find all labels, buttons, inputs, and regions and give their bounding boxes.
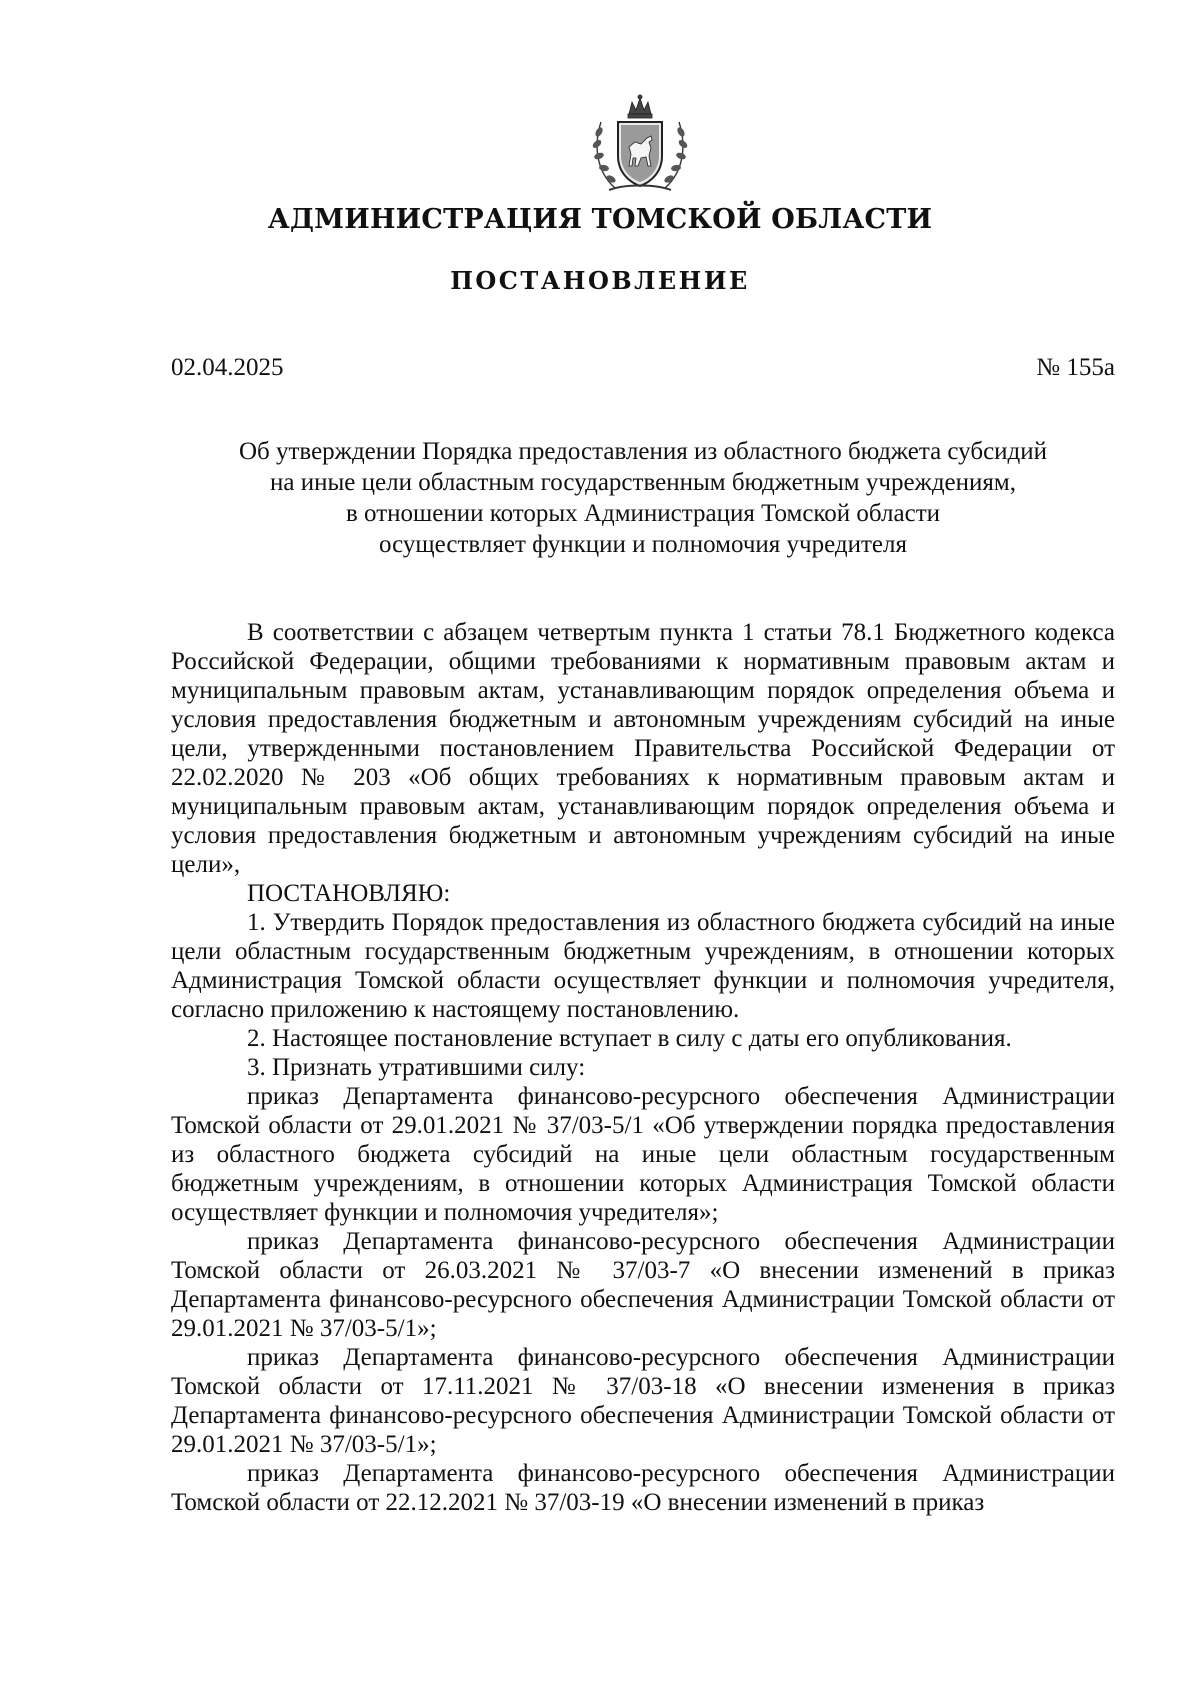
document-type-title: ПОСТАНОВЛЕНИЕ [450,266,750,295]
body-paragraph: приказ Департамента финансово-ресурсного обеспечения Администрации Томской области от 17.11.2021 № 37/03-18 «О внесении изменения в приказ Департамента финансово-ресурсного обеспечения Администрации Томской области от 29.01.2021 № 37/03-5/1»; [171,1344,1115,1458]
body-paragraph: приказ Департамента финансово-ресурсного обеспечения Администрации Томской области от 22.12.2021 № 37/03-19 «О внесении изменений в приказ [171,1460,1115,1516]
body-paragraph: 3. Признать утратившими силу: [247,1054,586,1081]
coat-of-arms-icon [585,92,695,200]
body-paragraph: приказ Департамента финансово-ресурсного обеспечения Администрации Томской области от 29.01.2021 № 37/03-5/1 «Об утверждении порядка предоставления из областного бюджета субсидий на иные цели областным государственным бюджетным учреждениям, в отношении которых Администрация Томской области осуществляет функции и полномочия учредителя»; [171,1083,1115,1226]
resolve-heading: ПОСТАНОВЛЯЮ: [247,880,451,907]
document-subject [171,436,1115,560]
subject-line: осуществляет функции и полномочия учредителя [379,531,907,558]
body-paragraph: приказ Департамента финансово-ресурсного обеспечения Администрации Томской области от 26.03.2021 № 37/03-7 «О внесении изменений в приказ Департамента финансово-ресурсного обеспечения Администрации Томской области от 29.01.2021 № 37/03-5/1»; [171,1228,1115,1342]
document-number: № 155а [1036,354,1115,381]
subject-line: в отношении которых Администрация Томской области [345,500,941,527]
organization-title: АДМИНИСТРАЦИЯ ТОМСКОЙ ОБЛАСТИ [267,204,933,235]
subject-line: Об утверждении Порядка предоставления из областного бюджета субсидий [238,438,1048,465]
document-body [171,618,1115,1517]
preamble-paragraph: В соответствии с абзацем четвертым пункта 1 статьи 78.1 Бюджетного кодекса Российской Федерации, общими требованиями к нормативным правовым актам и муниципальным правовым актам, устанавливающим порядок определения объема и условия предоставления бюджетным и автономным учреждениям субсидий на иные цели, утвержденными постановлением Правительства Российской Федерации от 22.02.2020 № 203 «Об общих требованиях к нормативным правовым актам и муниципальным правовым актам, устанавливающим порядок определения объема и условия предоставления бюджетным и автономным учреждениям субсидий на иные цели», [171,619,1115,878]
body-paragraph: 2. Настоящее постановление вступает в силу с даты его опубликования. [247,1025,1012,1052]
subject-line: на иные цели областным государственным бюджетным учреждениям, [270,469,1016,496]
body-paragraph: 1. Утвердить Порядок предоставления из областного бюджета субсидий на иные цели областным государственным бюджетным учреждениям, в отношении которых Администрация Томской области осуществляет функции и полномочия учредителя, согласно приложению к настоящему постановлению. [171,909,1115,1023]
document-date: 02.04.2025 [171,354,284,381]
